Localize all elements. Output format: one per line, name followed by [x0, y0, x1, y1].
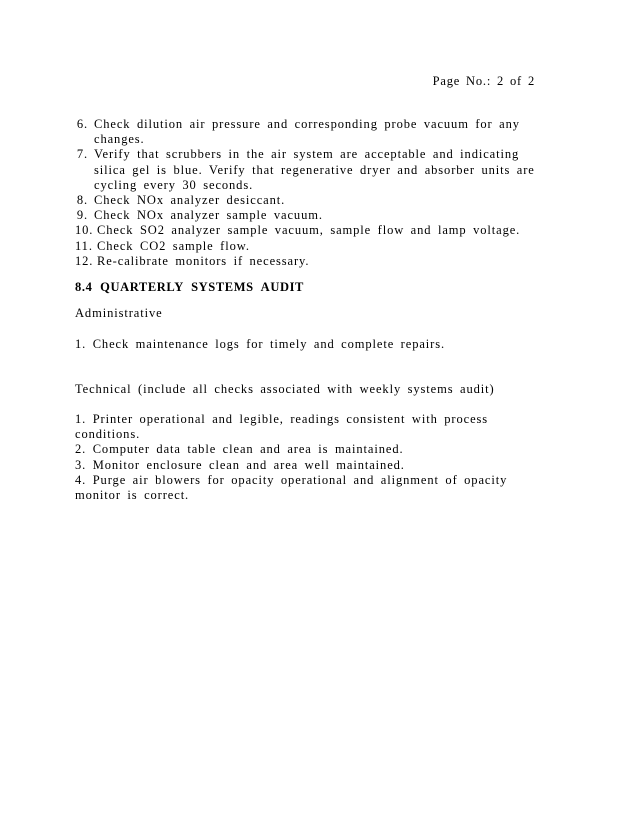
list-item [75, 193, 555, 208]
list-item: 4. Purge air blowers for opacity operational and alignment of opacity monitor is correct. [75, 472, 508, 503]
list-item [75, 117, 555, 147]
list-item: 3. Monitor enclosure clean and area well maintained. [75, 457, 405, 472]
item-number: 12. [75, 253, 94, 268]
item-text: Verify that scrubbers in the air system are acceptable and indicating silica gel is blue. Verify that regenerative dryer and absorber units are cycling every 30 seconds. [94, 147, 535, 192]
item-text: Re-calibrate monitors if necessary. [97, 253, 310, 268]
item-number: 7. [76, 147, 88, 162]
list-item [75, 239, 555, 254]
technical-list [75, 412, 545, 503]
item-number: 11. [75, 238, 93, 253]
item-number: 10. [75, 223, 94, 238]
item-number: 8. [76, 193, 88, 208]
list-item [75, 223, 555, 238]
administrative-heading: Administrative [75, 306, 163, 320]
list-item: 2. Computer data table clean and area is maintained. [75, 442, 404, 457]
item-number: 6. [76, 117, 88, 131]
item-text: Check dilution air pressure and corresponding probe vacuum for any changes. [94, 117, 520, 147]
list-item: 1. Printer operational and legible, readings consistent with process conditions. [75, 412, 489, 442]
administrative-item: 1. Check maintenance logs for timely and complete repairs. [75, 337, 446, 351]
item-text: Check SO2 analyzer sample vacuum, sample flow and lamp voltage. [97, 223, 521, 238]
item-text: Check NOx analyzer sample vacuum. [94, 208, 323, 223]
list-item [75, 254, 555, 269]
section-title: 8.4 QUARTERLY SYSTEMS AUDIT [75, 280, 304, 294]
page-number: Page No.: 2 of 2 [432, 74, 535, 88]
list-item [75, 147, 555, 193]
item-text: Check CO2 sample flow. [97, 238, 250, 253]
list-item [75, 208, 555, 223]
item-number: 9. [76, 208, 88, 223]
checklist [75, 117, 555, 269]
item-text: Check NOx analyzer desiccant. [94, 193, 286, 208]
technical-heading: Technical (include all checks associated with weekly systems audit) [75, 382, 495, 396]
